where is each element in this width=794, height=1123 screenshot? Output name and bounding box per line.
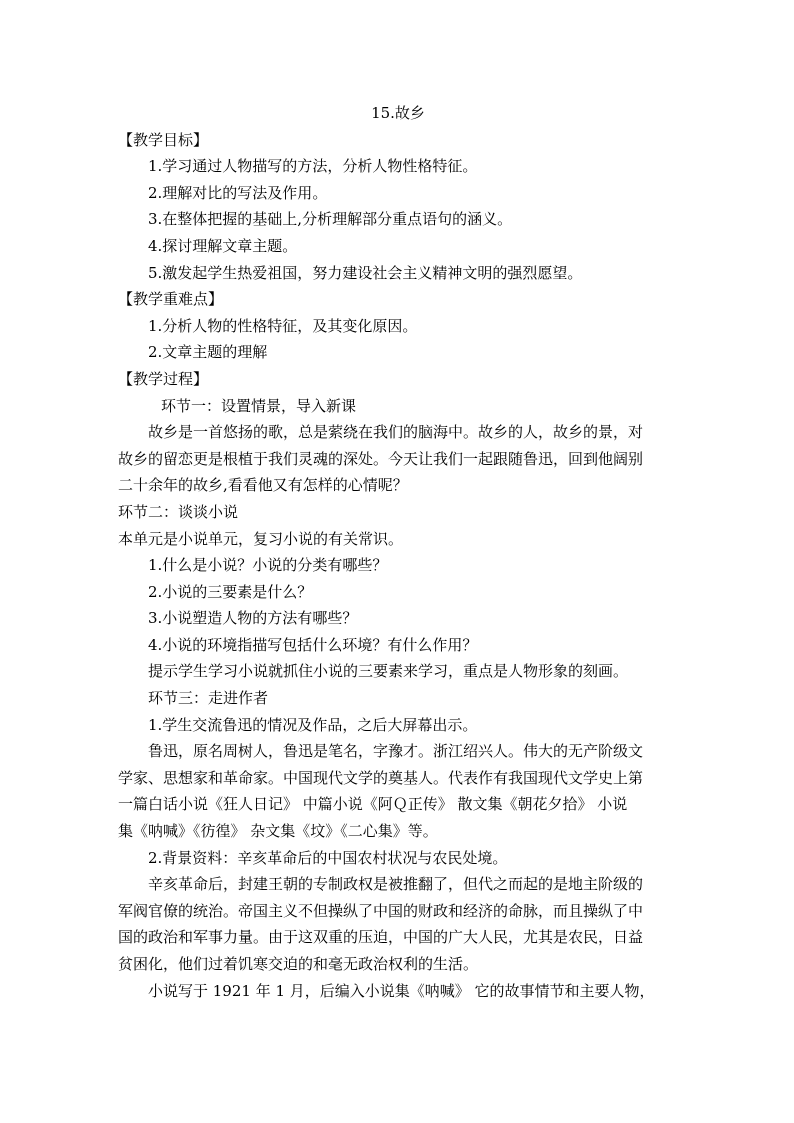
step-heading: 环节一：设置情景，导入新课 [161,396,357,415]
goal-item: 4.探讨理解文章主题。 [148,236,298,255]
paragraph-line: 一篇白话小说《狂人日记》 中篇小说《阿Ｑ正传》 散文集《朝花夕拾》 小说 [118,795,628,814]
paragraph-line: 军阀官僚的统治。帝国主义不但操纵了中国的财政和经济的命脉，而且操纵了中 [118,901,644,920]
question-item: 1.什么是小说？小说的分类有哪些？ [148,556,388,575]
paragraph-line: 辛亥革命后，封建王朝的专制政权是被推翻了，但代之而起的是地主阶级的 [148,875,644,894]
goal-item: 3.在整体把握的基础上,分析理解部分重点语句的涵义。 [148,210,513,229]
question-item: 2.小说的三要素是什么？ [148,582,313,601]
section-heading-goals: 【教学目标】 [118,130,209,149]
list-item: 1.学生交流鲁迅的情况及作品，之后大屏幕出示。 [148,715,478,734]
key-point-item: 1.分析人物的性格特征，及其变化原因。 [148,316,418,335]
section-heading-process: 【教学过程】 [118,369,209,388]
paragraph-line: 提示学生学习小说就抓住小说的三要素来学习，重点是人物形象的刻画。 [148,662,629,681]
paragraph-line: 二十余年的故乡,看看他又有怎样的心情呢？ [118,476,408,495]
paragraph-line: 故乡是一首悠扬的歌，总是萦绕在我们的脑海中。故乡的人，故乡的景，对 [148,423,644,442]
key-point-item: 2.文章主题的理解 [148,343,268,362]
document-content [118,100,678,1004]
paragraph-line: 本单元是小说单元，复习小说的有关常识。 [118,529,404,548]
question-item: 4.小说的环境指描写包括什么环境？有什么作用？ [148,635,478,654]
paragraph-line: 小说写于 1921 年 1 月，后编入小说集《呐喊》 它的故事情节和主要人物， [148,981,655,1000]
goal-item: 2.理解对比的写法及作用。 [148,183,328,202]
document-title: 15.故乡 [371,104,425,122]
goal-item: 5.激发起学生热爱祖国，努力建设社会主义精神文明的强烈愿望。 [148,263,583,282]
section-heading-key-points: 【教学重难点】 [118,290,224,309]
paragraph-line: 故乡的留恋更是根植于我们灵魂的深处。今天让我们一起跟随鲁迅，回到他阔别 [118,449,644,468]
paragraph-line: 贫困化，他们过着饥寒交迫的和毫无政治权利的生活。 [118,955,479,973]
step-heading: 环节三：走进作者 [148,689,269,708]
list-item: 2.背景资料：辛亥革命后的中国农村状况与农民处境。 [148,848,508,867]
goal-item: 1.学习通过人物描写的方法，分析人物性格特征。 [148,157,478,176]
paragraph-line: 学家、思想家和革命家。中国现代文学的奠基人。代表作有我国现代文学史上第 [118,768,644,787]
paragraph-line: 集《呐喊》《彷徨》 杂文集《坟》《二心集》等。 [118,822,438,841]
question-item: 3.小说塑造人物的方法有哪些？ [148,609,358,628]
paragraph-line: 鲁迅，原名周树人，鲁迅是笔名，字豫才。浙江绍兴人。伟大的无产阶级文 [148,742,644,761]
paragraph-line: 国的政治和军事力量。由于这双重的压迫，中国的广大人民，尤其是农民，日益 [118,928,644,947]
step-heading: 环节二：谈谈小说 [118,502,239,521]
